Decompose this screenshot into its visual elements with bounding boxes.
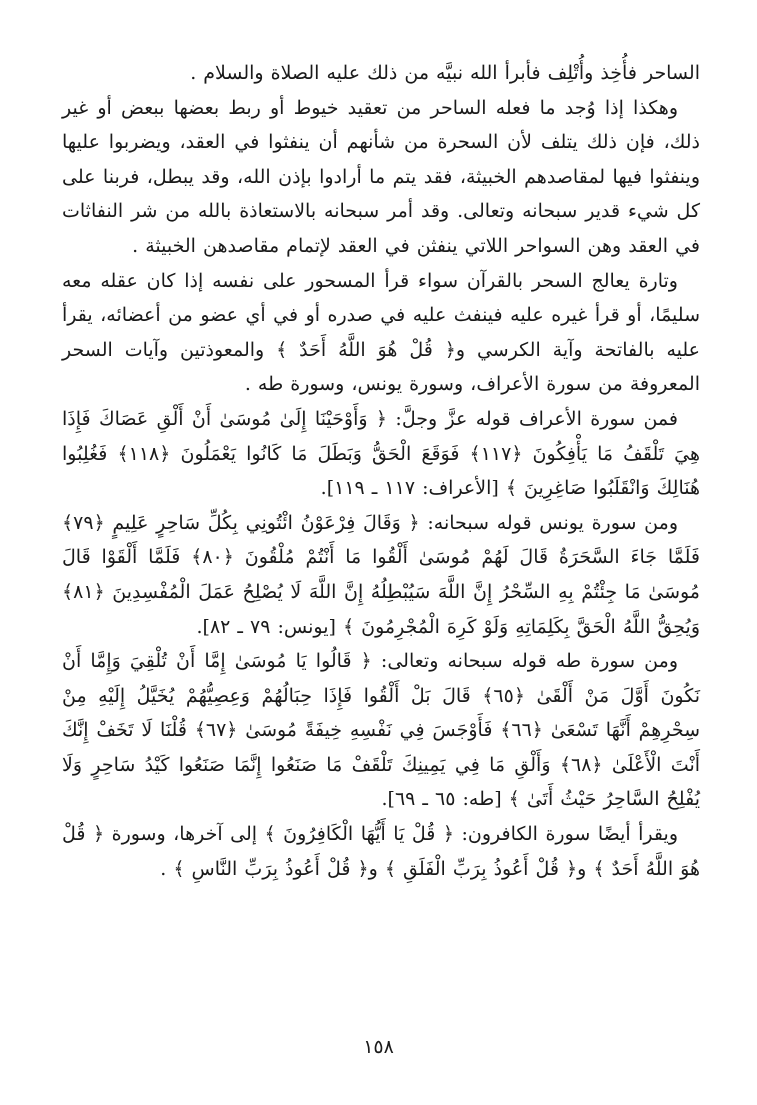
paragraph-quran-treatment: وتارة يعالج السحر بالقرآن سواء قرأ المسحور على نفسه إذا كان عقله معه سليمًا، أو قرأ غيره عليه فينفث عليه في صدره أو في أي عضو من أعضائه، يقرأ عليه بالفاتحة وآية الكرسي و﴿ قُلْ هُوَ اللَّهُ أَحَدٌ ﴾ والمعوذتين وآيات السحر المعروفة من سورة الأعراف، وسورة يونس، وسورة طه . — [62, 269, 700, 396]
paragraph-continuation: الساحر فأُخِذ وأُتْلِف فأبرأ الله نبيَّه من ذلك عليه الصلاة والسلام . — [190, 62, 700, 84]
paragraph-al-kafirun: ويقرأ أيضًا سورة الكافرون: ﴿ قُلْ يَا أَيُّهَا الْكَافِرُونَ ﴾ إلى آخرها، وسورة ﴿ قُلْ هُوَ اللَّهُ أَحَدٌ ﴾ و﴿ قُلْ أَعُوذُ بِرَبِّ الْفَلَقِ ﴾ و﴿ قُلْ أَعُوذُ بِرَبِّ النَّاسِ ﴾ . — [62, 823, 700, 880]
page-body — [62, 56, 700, 1056]
paragraph-al-araf: فمن سورة الأعراف قوله عزَّ وجلَّ: ﴿ وَأَوْحَيْنَا إِلَىٰ مُوسَىٰ أَنْ أَلْقِ عَصَاكَ فَإِذَا هِيَ تَلْقَفُ مَا يَأْفِكُونَ ﴿١١٧﴾ فَوَقَعَ الْحَقُّ وَبَطَلَ مَا كَانُوا يَعْمَلُونَ ﴿١١٨﴾ فَغُلِبُوا هُنَالِكَ وَانْقَلَبُوا صَاغِرِينَ ﴾ [الأعراف: ١١٧ ـ ١١٩]. — [62, 407, 700, 500]
paragraph-yunus: ومن سورة يونس قوله سبحانه: ﴿ وَقَالَ فِرْعَوْنُ ائْتُونِي بِكُلِّ سَاحِرٍ عَلِيمٍ ﴿٧٩﴾ فَلَمَّا جَاءَ السَّحَرَةُ قَالَ لَهُمْ مُوسَىٰ أَلْقُوا مَا أَنْتُمْ مُلْقُونَ ﴿٨٠﴾ فَلَمَّا أَلْقَوْا قَالَ مُوسَىٰ مَا جِئْتُمْ بِهِ السِّحْرُ إِنَّ اللَّهَ سَيُبْطِلُهُ إِنَّ اللَّهَ لَا يُصْلِحُ عَمَلَ الْمُفْسِدِينَ ﴿٨١﴾ وَيُحِقُّ اللَّهُ الْحَقَّ بِكَلِمَاتِهِ وَلَوْ كَرِهَ الْمُجْرِمُونَ ﴾ [يونس: ٧٩ ـ ٨٢]. — [62, 511, 700, 638]
paragraph-taha: ومن سورة طه قوله سبحانه وتعالى: ﴿ قَالُوا يَا مُوسَىٰ إِمَّا أَنْ تُلْقِيَ وَإِمَّا أَنْ نَكُونَ أَوَّلَ مَنْ أَلْقَىٰ ﴿٦٥﴾ قَالَ بَلْ أَلْقُوا فَإِذَا حِبَالُهُمْ وَعِصِيُّهُمْ يُخَيَّلُ إِلَيْهِ مِنْ سِحْرِهِمْ أَنَّهَا تَسْعَىٰ ﴿٦٦﴾ فَأَوْجَسَ فِي نَفْسِهِ خِيفَةً مُوسَىٰ ﴿٦٧﴾ قُلْنَا لَا تَخَفْ إِنَّكَ أَنْتَ الْأَعْلَىٰ ﴿٦٨﴾ وَأَلْقِ مَا فِي يَمِينِكَ تَلْقَفْ مَا صَنَعُوا إِنَّمَا صَنَعُوا كَيْدُ سَاحِرٍ وَلَا يُفْلِحُ السَّاحِرُ حَيْثُ أَتَىٰ ﴾ [طه: ٦٥ ـ ٦٩]. — [62, 650, 701, 811]
paragraph-knots: وهكذا إذا وُجد ما فعله الساحر من تعقيد خيوط أو ربط بعضها ببعض أو غير ذلك، فإن ذلك يتلف لأن السحرة من شأنهم أن ينفثوا في العقد، ويضربوا عليها وينفثوا فيها لمقاصدهم الخبيثة، فقد يتم ما أرادوا بإذن الله، وقد يبطل، فربنا على كل شيء قدير سبحانه وتعالى. وقد أمر سبحانه بالاستعاذة بالله من شر النفاثات في العقد وهن السواحر اللاتي ينفثن في العقد لإتمام مقاصدهن الخبيثة . — [62, 96, 700, 257]
page-number: ١٥٨ — [363, 1036, 394, 1058]
